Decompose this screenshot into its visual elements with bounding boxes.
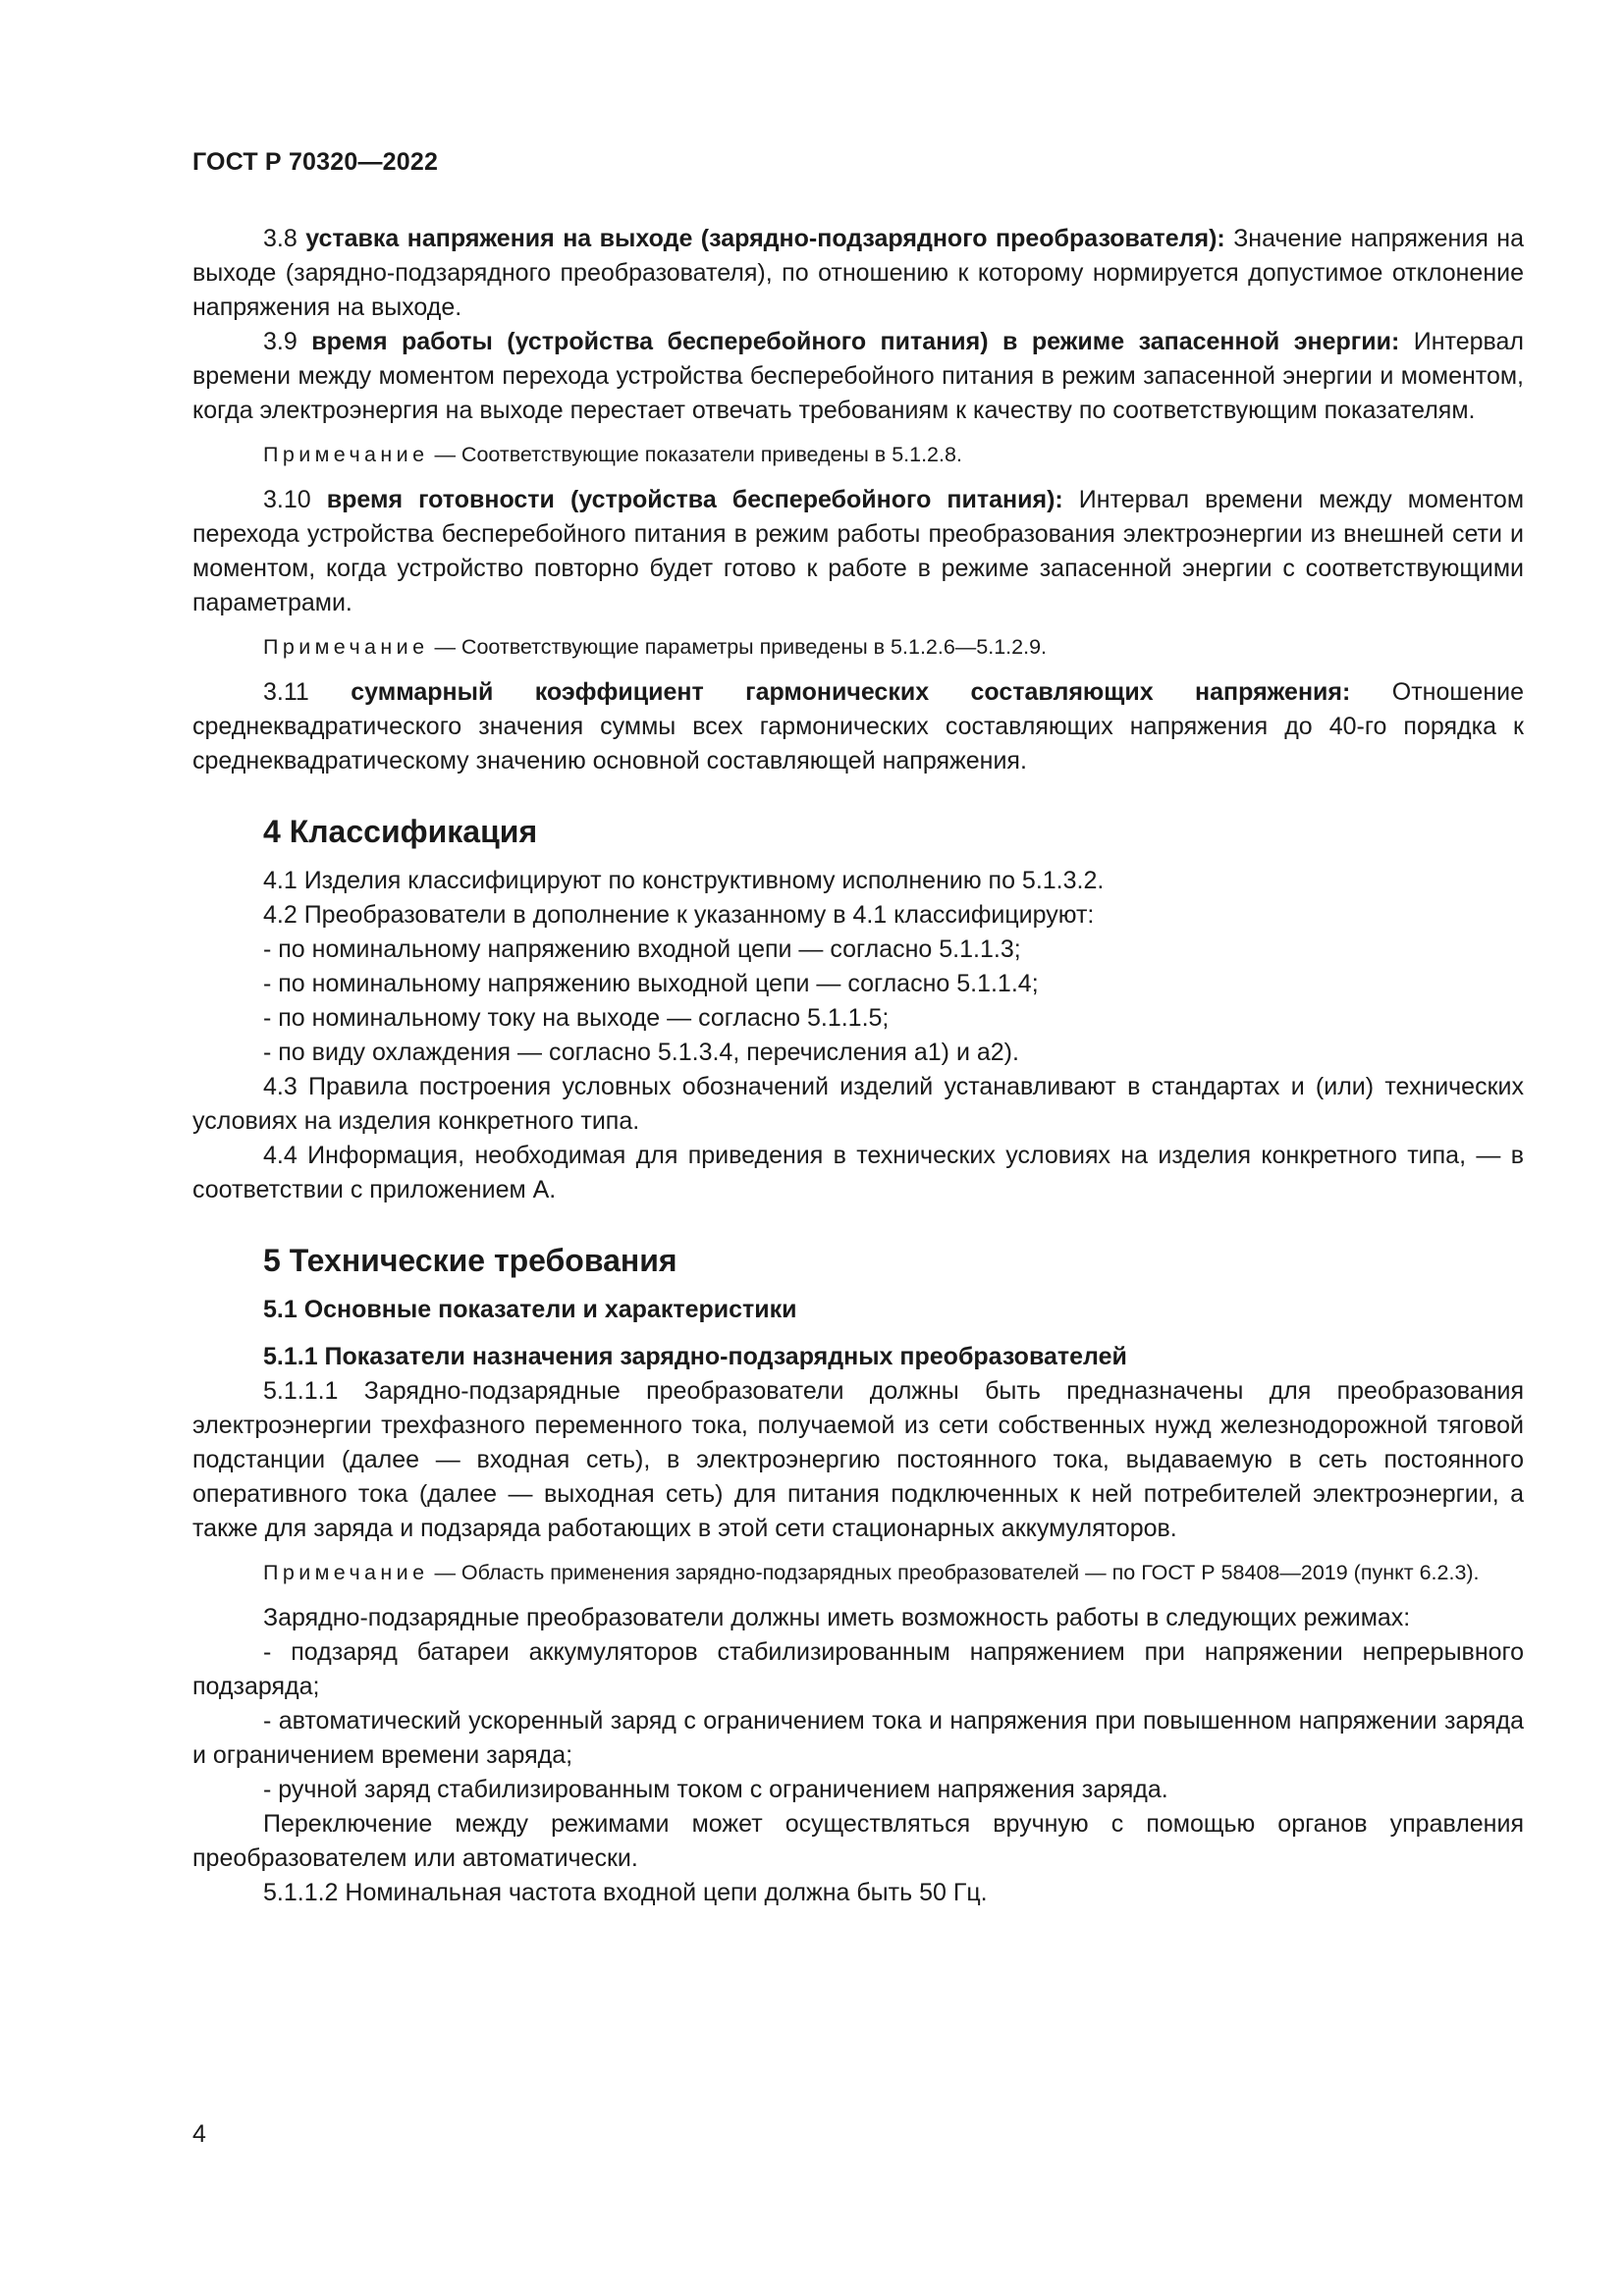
- note-label: Примечание: [263, 1561, 429, 1584]
- mode-item: - подзаряд батареи аккумуляторов стабилизированным напряжением при напряжении непрерывного подзаряда;: [192, 1638, 1524, 1700]
- definition: Отношение среднеквадратического значения суммы всех гармонических составляющих напряжения до 40-го порядка к среднеквадратическому значению основной составляющей напряжения.: [192, 678, 1524, 774]
- clause-number: 3.8: [263, 225, 298, 252]
- modes-intro: Зарядно-подзарядные преобразователи должны иметь возможность работы в следующих режимах:: [263, 1604, 1411, 1631]
- mode-item: - автоматический ускоренный заряд с ограничением тока и напряжения при повышенном напряжении заряда и ограничением времени заряда;: [192, 1707, 1524, 1769]
- clause-number: 3.11: [263, 678, 309, 706]
- page-number: 4: [192, 2120, 206, 2148]
- definition: Интервал времени между моментом перехода устройства бесперебойного питания в режим работы преобразования электроэнергии из внешней сети и моментом, когда устройство повторно будет готово к работе в режиме запасенной энергии с соответствующими параметрами.: [192, 486, 1525, 616]
- clause-4-3: 4.3 Правила построения условных обозначений изделий устанавливают в стандартах и (или) технических условиях на изделия конкретного типа.: [192, 1073, 1524, 1135]
- term: уставка напряжения на выходе (зарядно-подзарядного преобразователя):: [305, 225, 1225, 252]
- definition: Значение напряжения на выходе (зарядно-подзарядного преобразователя), по отношению к которому нормируется допустимое отклонение напряжения на выходе.: [192, 225, 1524, 321]
- document-header: ГОСТ Р 70320—2022: [192, 148, 439, 176]
- definition: Интервал времени между моментом перехода устройства бесперебойного питания в режим запасенной энергии и моментом, когда электроэнергия на выходе перестает отвечать требованиям к качеству по соответствующим показателям.: [192, 328, 1525, 424]
- mode-item: - ручной заряд стабилизированным током с ограничением напряжения заряда.: [263, 1776, 1168, 1803]
- note-label: Примечание: [263, 443, 429, 466]
- note-text: — Соответствующие показатели приведены в 5.1.2.8.: [434, 443, 962, 466]
- section-4-heading: 4 Классификация: [263, 814, 538, 849]
- note-label: Примечание: [263, 635, 429, 659]
- list-item: - по номинальному напряжению входной цепи — согласно 5.1.1.3;: [263, 935, 1021, 963]
- note-text: — Область применения зарядно-подзарядных преобразователей — по ГОСТ Р 58408—2019 (пункт 6.2.3).: [434, 1561, 1480, 1584]
- clause-number: 3.10: [263, 486, 311, 513]
- document-body: [192, 222, 1524, 1910]
- term: время работы (устройства бесперебойного питания) в режиме запасенной энергии:: [311, 328, 1400, 355]
- note-3-9: [192, 440, 1524, 470]
- subsection-5-1-1-heading: 5.1.1 Показатели назначения зарядно-подзарядных преобразователей: [263, 1343, 1127, 1370]
- note-text: — Соответствующие параметры приведены в 5.1.2.6—5.1.2.9.: [434, 635, 1048, 659]
- clause-5-1-1-2: 5.1.1.2 Номинальная частота входной цепи должна быть 50 Гц.: [263, 1879, 988, 1906]
- clause-3-11: [192, 675, 1524, 778]
- term: суммарный коэффициент гармонических составляющих напряжения:: [351, 678, 1351, 706]
- clause-3-10: [192, 483, 1524, 620]
- clause-number: 3.9: [263, 328, 298, 355]
- clause-5-1-1-1: 5.1.1.1 Зарядно-подзарядные преобразователи должны быть предназначены для преобразования электроэнергии трехфазного переменного тока, получаемой из сети собственных нужд железнодорожной тяговой подстанции (далее — входная сеть), в электроэнергию постоянного тока, выдаваемую в сеть постоянного оперативного тока (далее — выходная сеть) для питания подключенных к ней потребителей электроэнергии, а также для заряда и подзаряда работающих в этой сети стационарных аккумуляторов.: [192, 1377, 1524, 1542]
- term: время готовности (устройства бесперебойного питания):: [326, 486, 1063, 513]
- clause-4-2: 4.2 Преобразователи в дополнение к указанному в 4.1 классифицируют:: [263, 901, 1095, 929]
- mode-switching: Переключение между режимами может осуществляться вручную с помощью органов управления преобразователем или автоматически.: [192, 1810, 1524, 1872]
- clause-3-8: [192, 222, 1524, 325]
- note-5-1-1-1: [192, 1558, 1524, 1588]
- list-item: - по номинальному току на выходе — согласно 5.1.1.5;: [263, 1004, 890, 1032]
- clause-4-4: 4.4 Информация, необходимая для приведения в технических условиях на изделия конкретного типа, — в соответствии с приложением А.: [192, 1142, 1524, 1203]
- clause-4-1: 4.1 Изделия классифицируют по конструктивному исполнению по 5.1.3.2.: [263, 867, 1105, 894]
- clause-3-9: [192, 325, 1524, 428]
- list-item: - по виду охлаждения — согласно 5.1.3.4, перечисления а1) и а2).: [263, 1039, 1019, 1066]
- section-5-heading: 5 Технические требования: [263, 1243, 677, 1278]
- note-3-10: [192, 632, 1524, 663]
- subsection-5-1-heading: 5.1 Основные показатели и характеристики: [263, 1296, 797, 1323]
- list-item: - по номинальному напряжению выходной цепи — согласно 5.1.1.4;: [263, 970, 1039, 997]
